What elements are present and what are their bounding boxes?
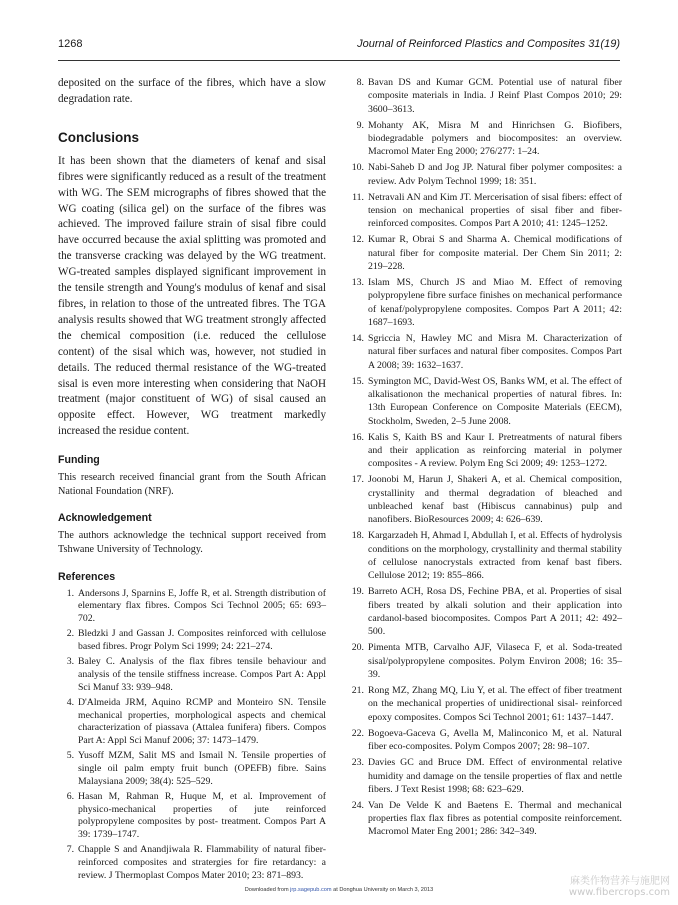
reference-item xyxy=(346,332,622,372)
reference-item xyxy=(346,585,622,638)
running-header xyxy=(58,38,620,54)
reference-number: 16. xyxy=(351,431,364,443)
reference-item xyxy=(346,684,622,724)
reference-text: Pimenta MTB, Carvalho AJF, Vilaseca F, et al. Soda-treated sisal/polypropylene composites. Polym Environ 2008; 16: 35–39. xyxy=(368,642,622,681)
reference-item xyxy=(346,161,622,188)
reference-number: 18. xyxy=(351,530,364,542)
reference-text: Kargarzadeh H, Ahmad I, Abdullah I, et al. Effects of hydrolysis conditions on the morphology, crystallinity and thermal stability of cellulose nanocrystals extracted from kenaf bast fibers. Cellulose 2012; 19: 855–866. xyxy=(368,530,622,582)
reference-text: Nabi-Saheb D and Jog JP. Natural fiber polymer composites: a review. Adv Polym Technol 1999; 18: 351. xyxy=(368,162,622,187)
journal-title: Journal of Reinforced Plastics and Composites 31(19) xyxy=(357,38,620,50)
reference-item xyxy=(346,233,622,273)
reference-text: Mohanty AK, Misra M and Hinrichsen G. Biofibers, biodegradable polymers and biocomposites: an overview. Macromol Mater Eng 2000; 276/277: 1–24. xyxy=(368,119,622,158)
reference-number: 21. xyxy=(351,685,364,697)
reference-number: 22. xyxy=(351,727,364,739)
acknowledgement-text: The authors acknowledge the technical support received from Tshwane University of Technology. xyxy=(58,530,326,555)
watermark-line-2: www.fibercrops.com xyxy=(568,887,670,898)
reference-number: 14. xyxy=(351,333,364,345)
intro-paragraph: deposited on the surface of the fibres, which have a slow degradation rate. xyxy=(58,77,326,105)
references-list-left xyxy=(58,588,326,883)
reference-item xyxy=(346,375,622,428)
reference-text: Davies GC and Bruce DM. Effect of environmental relative humidity and damage on the tensile properties of flax and nettle fibers. J Text Resist 1998; 68: 623–629. xyxy=(368,757,622,795)
reference-number: 12. xyxy=(351,234,364,246)
reference-number: 9. xyxy=(356,119,364,131)
reference-text: Chapple S and Anandjiwala R. Flammability of natural fiber-reinforced composites and stratergies for fire retardancy: a review. J Thermoplast Compos Mater 2010; 23: 871–893. xyxy=(78,844,326,881)
header-rule xyxy=(58,60,620,61)
reference-item xyxy=(346,727,622,754)
reference-item xyxy=(58,844,326,882)
right-column xyxy=(346,76,622,842)
reference-number: 2. xyxy=(66,628,74,640)
reference-item xyxy=(346,529,622,582)
reference-item xyxy=(346,799,622,839)
reference-text: Joonobi M, Harun J, Shakeri A, et al. Chemical composition, crystallinity and thermal degradation of bleached and unbleached kenaf bast (Hibiscus cannabinus) pulp and nanofibers. BioResources 2009; 4: 626–639. xyxy=(368,474,622,526)
reference-item xyxy=(58,791,326,842)
reference-number: 5. xyxy=(66,750,74,762)
reference-item xyxy=(346,641,622,681)
reference-item xyxy=(346,191,622,231)
reference-text: Netravali AN and Kim JT. Mercerisation of sisal fibers: effect of tension on mechanical properties of sisal fiber and fiber-reinforced composites. Compos Part A 2010; 41: 1245–1252. xyxy=(368,191,622,230)
footer-link[interactable]: jrp.sagepub.com xyxy=(290,887,332,893)
reference-text: Kumar R, Obrai S and Sharma A. Chemical modifications of natural fiber for composite material. Der Chem Sin 2011; 2: 219–228. xyxy=(368,234,622,273)
reference-text: Bogoeva-Gaceva G, Avella M, Malinconico M, et al. Natural fiber eco-composites. Polym Compos 2007; 28: 98–107. xyxy=(368,727,622,753)
reference-item xyxy=(58,628,326,653)
reference-text: Hasan M, Rahman R, Huque M, et al. Improvement of physico-mechanical properties of jute reinforced polypropylene composites by post- treatment. Compos Part A 39: 1739–1747. xyxy=(78,791,326,841)
reference-number: 3. xyxy=(66,656,74,668)
reference-number: 1. xyxy=(66,587,74,599)
reference-text: Sgriccia N, Hawley MC and Misra M. Characterization of natural fiber surfaces and natural fiber composites. Compos Part A 2008; 39: 1632–1637. xyxy=(368,333,622,371)
reference-number: 10. xyxy=(351,162,364,174)
reference-number: 13. xyxy=(351,277,364,289)
reference-number: 11. xyxy=(352,191,364,203)
reference-item xyxy=(58,697,326,748)
reference-item xyxy=(58,656,326,694)
reference-item xyxy=(346,473,622,526)
reference-text: Bavan DS and Kumar GCM. Potential use of natural fiber composite materials in India. J Reinf Plast Compos 2010; 29: 3600–3613. xyxy=(368,77,622,115)
reference-item xyxy=(346,276,622,329)
reference-item xyxy=(346,76,622,116)
reference-text: Rong MZ, Zhang MQ, Liu Y, et al. The effect of fiber treatment on the mechanical properties of unidirectional sisal- reinforced epoxy composites. Compos Sci Technol 2001; 61: 1437–1447. xyxy=(368,685,622,723)
reference-text: Yusoff MZM, Salit MS and Ismail N. Tensile properties of single oil palm empty fruit bunch (OPEFB) fibre. Sains Malaysiana 2009; 38(4): 525–529. xyxy=(78,750,326,787)
reference-number: 24. xyxy=(351,799,364,811)
reference-number: 15. xyxy=(351,375,364,387)
conclusions-heading: Conclusions xyxy=(58,129,140,145)
reference-text: Andersons J, Sparnins E, Joffe R, et al. Strength distribution of elementary flax fibres. Compos Sci Technol 2005; 65: 693–702. xyxy=(78,587,326,624)
reference-text: Van De Velde K and Baetens E. Thermal and mechanical properties flax flax fibres as potential composite reinforcement. Macromol Mater Eng 2001; 286: 342–349. xyxy=(368,799,622,838)
funding-text: This research received financial grant from the South African National Foundation (NRF). xyxy=(58,472,326,497)
reference-number: 17. xyxy=(351,474,364,486)
reference-text: D'Almeida JRM, Aquino RCMP and Monteiro SN. Tensile mechanical properties, morphological aspects and chemical characterization of piassava (Attalea funifera) fibers. Compos Part A: Appl Sci Manuf 2006; 37: 1473–1479. xyxy=(78,696,326,747)
funding-heading: Funding xyxy=(58,454,100,467)
reference-number: 19. xyxy=(351,586,364,598)
reference-number: 6. xyxy=(66,791,74,803)
reference-item xyxy=(346,756,622,796)
reference-item xyxy=(58,750,326,788)
reference-text: Barreto ACH, Rosa DS, Fechine PBA, et al. Properties of sisal fibers treated by alkali solution and their application into cardanol-based biocomposites. Compos Part A 2011; 42: 492–500. xyxy=(368,586,622,638)
reference-number: 23. xyxy=(351,757,364,769)
reference-item xyxy=(346,119,622,159)
reference-text: Baley C. Analysis of the flax fibres tensile behaviour and analysis of the tensile stiffness increase. Compos Part A: Appl Sci Manuf 33: 939–948. xyxy=(78,656,326,693)
acknowledgement-heading: Acknowledgement xyxy=(58,512,152,525)
footer-prefix: Downloaded from xyxy=(244,887,289,893)
reference-item xyxy=(346,431,622,471)
reference-text: Bledzki J and Gassan J. Composites reinforced with cellulose based fibres. Progr Polym Sci 1999; 24: 221–274. xyxy=(78,628,326,652)
reference-number: 8. xyxy=(356,77,364,88)
reference-item xyxy=(58,588,326,626)
site-watermark xyxy=(569,876,670,898)
reference-text: Symington MC, David-West OS, Banks WM, et al. The effect of alkalisationon the mechanical properties of natural fibres. In: 13th European Conference on Composite Materials (EECM), Stockholm, Sweden, 2–5 June 2008. xyxy=(368,375,622,427)
left-column xyxy=(58,76,326,885)
reference-number: 7. xyxy=(66,844,74,856)
reference-number: 20. xyxy=(351,642,364,654)
references-list-right xyxy=(346,76,622,839)
page-number: 1268 xyxy=(58,38,83,50)
reference-text: Kalis S, Kaith BS and Kaur I. Pretreatments of natural fibers and their application as reinforcing material in polymer composites - A review. Polym Eng Sci 2009; 49: 1253–1272. xyxy=(368,431,622,470)
reference-text: Islam MS, Church JS and Miao M. Effect of removing polypropylene fibre surface finishes on mechanical performance of kenaf/polypropylene composites. Compos Part A 2011; 42: 1687–1693. xyxy=(368,277,622,329)
reference-number: 4. xyxy=(66,696,74,708)
conclusions-text: It has been shown that the diameters of kenaf and sisal fibres were significantly reduced as a result of the treatment with WG. The SEM micrographs of fibres showed that the WG coating (silica gel) on the surface of the fibres was achieved. The improved failure strain of sisal fibre could have occurred because the axial splitting was promoted and the transverse cracking was delayed by the WG treatment. WG-treated samples displayed significant improvement in the tensile strength and Young's modulus of kenaf and sisal fibres, in relation to those of the untreated fibres. The TGA analysis results showed that WG treatment strongly affected the chemical composition (i.e. reduced the cellulose content) of the sisal which was, however, not studied in details. The reduced thermal resistance of the WG-treated sisal is even more interesting when considering that NaOH treatment (major constituent of WG) of sisal caused an opposite effect. However, WG treatment markedly increased the residue content. xyxy=(58,154,326,438)
watermark-line-1: 麻类作物营养与施肥网 xyxy=(570,876,670,887)
footer-suffix: at Donghua University on March 3, 2013 xyxy=(333,887,434,893)
references-heading: References xyxy=(58,570,116,583)
